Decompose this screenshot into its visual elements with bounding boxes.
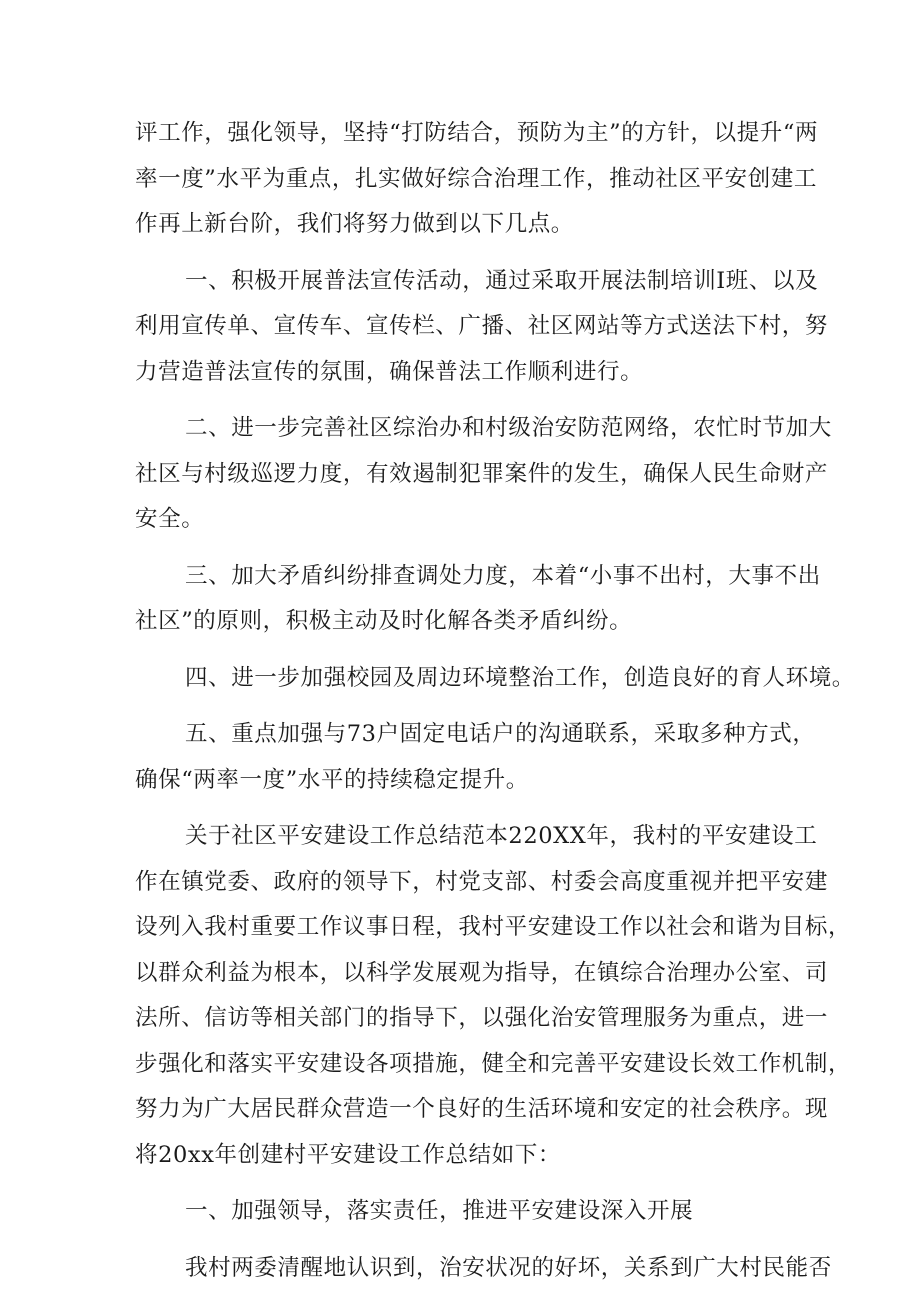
text-line: 社区”的原则，积极主动及时化解各类矛盾纠纷。 (135, 608, 633, 634)
text-line: 将20xx年创建村平安建设工作总结如下： (135, 1141, 562, 1168)
paragraph-start-line: 我村两委清醒地认识到，治安状况的好坏，关系到广大村民能否 (185, 1254, 832, 1281)
text-line: 努力为广大居民群众营造一个良好的生活环境和安定的社会秩序。现 (135, 1096, 829, 1122)
text-line: 确保“两率一度”水平的持续稳定提升。 (135, 766, 529, 793)
text-line: 安全。 (135, 506, 205, 532)
text-line: 作在镇党委、政府的领导下，村党支部、村委会高度重视并把平安建 (135, 868, 829, 895)
text-line: 评工作，强化领导，坚持“打防结合，预防为主”的方针，以提升“两 (135, 120, 819, 146)
paragraph-start-line: 关于社区平安建设工作总结范本220XX年，我村的平安建设工 (185, 823, 818, 849)
text-line: 率一度”水平为重点，扎实做好综合治理工作，推动社区平安创建工 (135, 165, 818, 192)
paragraph-start-line: 五、重点加强与73户固定电话户的沟通联系，采取多种方式， (185, 721, 816, 747)
text-line: 作再上新台阶，我们将努力做到以下几点。 (135, 211, 574, 237)
paragraph-start-line: 二、进一步完善社区综治办和村级治安防范网络，农忙时节加大 (185, 415, 832, 441)
document-body (135, 111, 855, 1291)
text-line: 设列入我村重要工作议事日程，我村平安建设工作以社会和谐为目标， (135, 914, 852, 940)
text-line: 步强化和落实平安建设各项措施，健全和完善平安建设长效工作机制， (135, 1050, 852, 1077)
text-line: 利用宣传单、宣传车、宣传栏、广播、社区网站等方式送法下村，努 (135, 313, 829, 339)
text-line: 以群众利益为根本，以科学发展观为指导，在镇综合治理办公室、司 (135, 959, 829, 986)
text-line: 力营造普法宣传的氛围，确保普法工作顺利进行。 (135, 358, 644, 385)
text-line: 法所、信访等相关部门的指导下，以强化治安管理服务为重点，进一 (135, 1005, 829, 1031)
paragraph-start-line: 三、加大矛盾纠纷排查调处力度，本着“小事不出村，大事不出 (185, 562, 821, 589)
text-line: 社区与村级巡逻力度，有效遏制犯罪案件的发生，确保人民生命财产 (135, 460, 829, 487)
section-heading: 一、加强领导，落实责任，推进平安建设深入开展 (185, 1198, 694, 1224)
paragraph-start-line: 一、积极开展普法宣传活动，通过采取开展法制培训Ⅰ班、以及 (185, 267, 819, 294)
paragraph-start-line: 四、进一步加强校园及周边环境整治工作，创造良好的育人环境。 (185, 664, 855, 691)
